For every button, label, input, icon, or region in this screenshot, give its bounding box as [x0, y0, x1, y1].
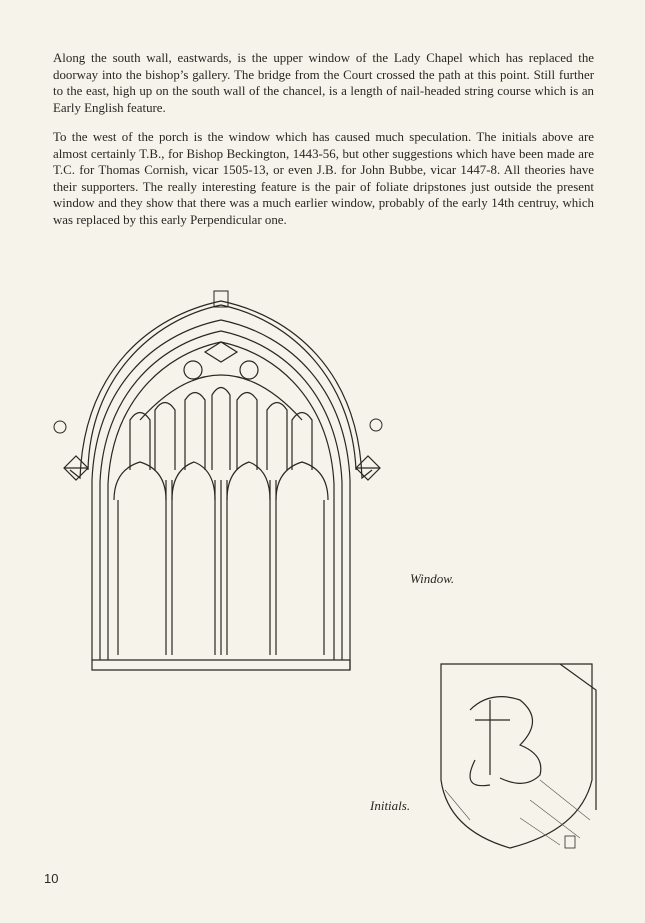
paragraph-1: Along the south wall, eastwards, is the upper window of the Lady Chapel which has replaced the doorway into the bishop’s gallery. The bridge from the Court crossed the path at this point. Still further to the east, high up on the south wall of the chancel, is a length of nail-headed string course which is an Early English feature. [53, 51, 594, 115]
window-caption: Window. [410, 571, 455, 586]
paragraph-2: To the west of the porch is the window which has caused much speculation. The initials above are almost certainly T.B., for Bishop Beckington, 1443-56, but other suggestions which have been made are T.C. for Thomas Cornish, vicar 1505-13, or even J.B. for John Bubbe, vicar 1447-8. All theories have their supporters. The really interesting feature is the pair of foliate dripstones just outside the present window and they show that there was a much earlier window, probably of the early 14th centruy, which was replaced by this early Perpendicular one. [53, 130, 594, 227]
initials-caption: Initials. [370, 798, 411, 813]
page-number: 10 [44, 871, 59, 886]
